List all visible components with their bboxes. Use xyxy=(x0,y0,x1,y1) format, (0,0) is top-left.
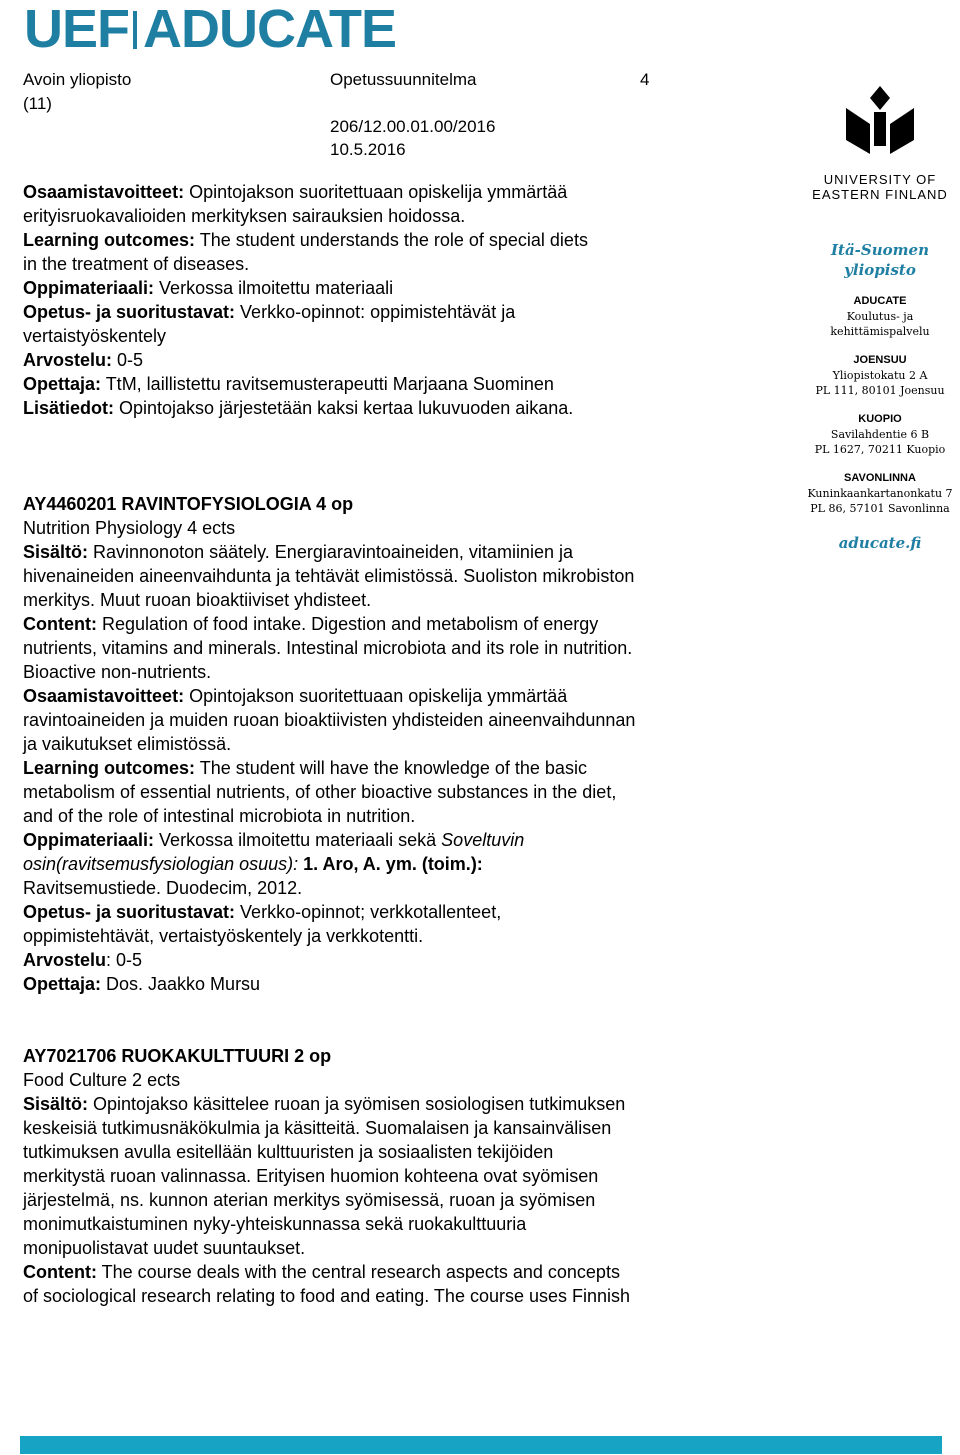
unit-block: ADUCATE Koulutus- ja kehittämispalvelu xyxy=(830,295,930,338)
ita-suomen-label: Itä-Suomen yliopisto xyxy=(831,241,929,279)
university-name: UNIVERSITY OF EASTERN FINLAND xyxy=(812,172,948,202)
page-number: 4 xyxy=(640,70,650,89)
course-subtitle: Nutrition Physiology 4 ects xyxy=(23,518,236,538)
campus-savonlinna: SAVONLINNA Kuninkaankartanonkatu 7 PL 86, 57101 Savonlinna xyxy=(807,472,953,515)
doc-title: Opetussuunnitelma xyxy=(330,70,477,89)
doc-date: 10.5.2016 xyxy=(330,140,406,159)
uef-emblem-icon xyxy=(840,84,920,164)
course-title: AY7021706 RUOKAKULTTUURI 2 op xyxy=(23,1046,332,1066)
page-total: (11) xyxy=(23,94,52,113)
course-subtitle: Food Culture 2 ects xyxy=(23,1070,181,1090)
section-special-diets: Osaamistavoitteet: Opintojakson suoritettuaan opiskelija ymmärtää erityisruokavalioiden merkityksen sairauksien hoidossa. Learning outcomes: The student understands the role of special diets in the treatment of diseases. Oppimateriaali: Verkossa ilmoitettu materiaali Opetus- ja suoritustavat: Verkko-opinnot: oppimistehtävät ja vertaistyöskentely Arvostelu: 0-5 Opettaja: TtM, laillistettu ravitsemusterapeutti Marjaana Suominen Lisätiedot: Opintojakso järjestetään kaksi kertaa lukuvuoden aikana. xyxy=(23,182,588,418)
campus-joensuu: JOENSUU Yliopistokatu 2 A PL 111, 80101 Joensuu xyxy=(815,354,945,397)
document-body xyxy=(23,180,783,1308)
org-name: Avoin yliopisto xyxy=(23,70,132,89)
course-ravintofysiologia: AY4460201 RAVINTOFYSIOLOGIA 4 op Nutrition Physiology 4 ects Sisältö: Ravinnonoton säätely. Energiaravintoaineiden, vitamiinien ja hivenaineiden aineenvaihdunta ja tehtävät elimistössä. Suoliston mikrobiston merkitys. Muut ruoan bioaktiiviset yhdisteet. Content: Regulation of food intake. Digestion and metabolism of energy nutrients, vitamins and minerals. Intestinal microbiota and its role in nutrition. Bioactive non-nutrients. Osaamistavoitteet: Opintojakson suoritettuaan opiskelija ymmärtää ravintoaineiden ja muiden ruoan bioaktiivisten yhdisteiden aineenvaihdunnan ja vaikutukset elimistössä. Learning outcomes: The student will have the knowledge of the basic metabolism of essential nutrients, of other bioactive substances in the diet, and of the role of intestinal microbiota in nutrition. Oppimateriaali: Verkossa ilmoitettu materiaali sekä Soveltuvin osin(ravitsemusfysiologian osuus): 1. Aro, A. ym. (toim.): Ravitsemustiede. Duodecim, 2012. Opetus- ja suoritustavat: Verkko-opinnot; verkkotallenteet, oppimistehtävät, vertaistyöskentely ja verkkotentti. Arvostelu: 0-5 Opettaja: Dos. Jaakko Mursu xyxy=(23,492,783,996)
aducate-logo: UEF ADUCATE xyxy=(24,0,396,59)
doc-code: 206/12.00.01.00/2016 xyxy=(330,117,496,136)
footer-bar xyxy=(20,1436,942,1454)
course-title: AY4460201 RAVINTOFYSIOLOGIA 4 op xyxy=(23,494,354,514)
course-ruokakulttuuri: AY7021706 RUOKAKULTTUURI 2 op Food Culture 2 ects Sisältö: Opintojakso käsittelee ruoan ja syömisen sosiologisen tutkimuksen keskeisiä tutkimusnäkökulmia ja käsitteitä. Suomalaisen ja kansainvälisen tutkimuksen avulla esitellään kulttuuristen ja sosiaalisten tekijöiden merkitystä ruoan valinnassa. Erityisen huomion kohteena ovat syömisen järjestelmä, ns. kunnon aterian merkitys syömisessä, ruoan ja syömisen monimutkaistuminen nyky-yhteiskunnassa sekä ruokakulttuuria monipuolistavat uudet suuntaukset. Content: The course deals with the central research aspects and concepts of sociological research relating to food and eating. The course uses Finnish xyxy=(23,1044,783,1308)
campus-kuopio: KUOPIO Savilahdentie 6 B PL 1627, 70211 Kuopio xyxy=(814,413,946,456)
website-link[interactable]: aducate.fi xyxy=(838,534,922,552)
uef-sidebar xyxy=(800,84,960,552)
